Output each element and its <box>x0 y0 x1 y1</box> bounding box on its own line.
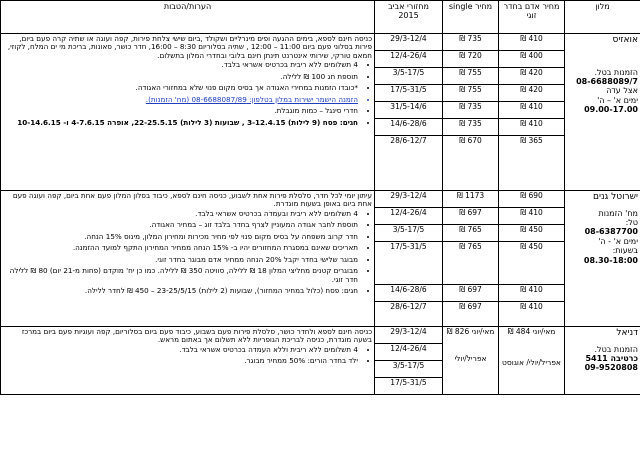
table-row <box>1 34 640 51</box>
contact-line: מח' הזמנות <box>598 208 638 218</box>
price-double: 420 ₪ <box>499 68 565 85</box>
price-double: 410 ₪ <box>499 102 565 119</box>
contact-line: בשעות: <box>612 246 638 256</box>
note-item: • 4 תשלומים ללא ריבית בכרטיס אשראי בלבד. <box>3 61 358 69</box>
price-double: 400 ₪ <box>499 51 565 68</box>
contact-hours: 09.00-17.00 <box>584 105 638 115</box>
season-dates: 17/5-31/5 <box>375 242 443 285</box>
note-item: • מבוגר שלישי בחדר יקבל 20% הנחה ממחיר אדם מבוגר בחדר זוגי. <box>3 256 358 264</box>
price-single: 755 ₪ <box>443 68 499 85</box>
price-double: 690 ₪ <box>499 191 565 208</box>
notes-list <box>3 210 372 296</box>
note-item: • ילד בחדר הורים: 50% ממחיר מבוגר. <box>3 357 358 365</box>
season-dates: 28/6-12/7 <box>375 302 443 327</box>
notes-list <box>3 346 372 366</box>
note-item: • חגים: פסח (כלול במחיר המחזור), שבועות (2 לילות) 23-25/5/15 – 450 ₪ לחדר ללילה. <box>3 287 358 295</box>
season-dates: 3/5-17/5 <box>375 68 443 85</box>
note-item: • חדרי סינגל – כמות מוגבלת. <box>3 107 358 115</box>
notes-cell <box>1 191 375 327</box>
note-item: • 4 תשלומים ללא ריבית ובעמדה בכרטיס אשראי בלבד. <box>3 210 358 218</box>
contact-hours: 08.30-18:00 <box>583 255 638 265</box>
price-double: 410 ₪ <box>499 302 565 327</box>
price-single: 735 ₪ <box>443 34 499 51</box>
season-dates: 31/5-14/6 <box>375 102 443 119</box>
hotel-cell <box>565 191 640 327</box>
contact-line: הזמנות בטל. <box>594 67 638 77</box>
price-single: מאי/יוני 826 ₪ <box>446 327 495 336</box>
contact-line: טל: <box>625 218 638 228</box>
note-item: • מבוגרים קטנים מחליצי המלון 18 ₪ ללילה, סוויטה 350 ₪ ללילה. כמו כן יח' מוקדם (פחות מ-21 יום) 80 ₪ ללילה חדר זוגי. <box>3 267 358 284</box>
season-dates: 12/4-26/4 <box>375 51 443 68</box>
season-dates: 14/6-28/6 <box>375 119 443 136</box>
price-single-cell <box>443 327 499 395</box>
contact-line: ימים א' - ה' <box>598 236 638 246</box>
price-single-months: אפריל/יולי <box>454 353 487 363</box>
header-hotel: מלון <box>565 1 640 34</box>
price-single: 755 ₪ <box>443 85 499 102</box>
note-item: • תאריכים שאינם במסגרת המחזורים יהיו ב- 15% הנחה ממחיר המחירון התקף למועד ההזמנה. <box>3 244 358 252</box>
note-item: • חגים: פסח (9 לילות) 3-12.4.15 , שבועות (3 לילות) 22-25.5.15, אופרה 4-7.6.15 ו- 10-14.6.15 <box>3 119 358 127</box>
season-dates: 28/6-12/7 <box>375 136 443 191</box>
hotel-name: אואזיס <box>612 35 638 45</box>
contact-line: אצל עדה <box>606 86 638 96</box>
notes-cell <box>1 327 375 395</box>
notes-cell <box>1 34 375 191</box>
price-double: 420 ₪ <box>499 85 565 102</box>
price-single: 697 ₪ <box>443 302 499 327</box>
contact-line: ימים א' – ה' <box>597 95 638 105</box>
note-item-link: • הזמנה הישמר ישירות במלון בטלפון: 08-6688087/89 (מח' הזמנות). <box>3 96 358 104</box>
note-item: • *כובדו הזמנות במחירי האגודה אך בסיס מקום פנוי שלא במחזורי האגודה. <box>3 84 358 92</box>
contact-phone: 08-6688089/7 <box>576 77 638 87</box>
season-dates: 29/3-12/4 <box>375 191 443 208</box>
header-notes: הערות/הטבות <box>1 1 375 34</box>
table-row <box>1 327 640 344</box>
price-single: 697 ₪ <box>443 285 499 302</box>
season-dates: 29/3-12/4 <box>375 327 443 344</box>
price-double-cell <box>499 327 565 395</box>
table-row <box>1 191 640 208</box>
season-dates: 29/3-12/4 <box>375 34 443 51</box>
header-row <box>1 1 640 34</box>
price-double: מאי/יוני 484 ₪ <box>507 327 556 336</box>
notes-intro: כניסה חינם לספא, בימים ההגעה ופים מינרליים ושקולד ,ביום שישי צלחת פירות, קפה ועוגה או שתיה קרה פעם ביום, פירות בסלוני פעם ביום 11:00 – 12:00 , שתיה בסלוריום 8:30 – 16:00, חדר כושר, סאונות, בריכת מי ים המלח, לקוזי, חמאם טורקי, שירותי אינטרנט תינתן חינם בלובי ובחדרי המלון בתשלום. <box>7 34 372 60</box>
hotel-name: דניאל <box>616 328 638 338</box>
price-double: 450 ₪ <box>499 225 565 242</box>
price-double: 365 ₪ <box>499 136 565 191</box>
contact-line: הזמנות בטל. <box>594 344 638 354</box>
price-single: 670 ₪ <box>443 136 499 191</box>
contact-phone: 08-6387700 <box>584 227 638 237</box>
price-single: 735 ₪ <box>443 102 499 119</box>
contact-line: כרטיבה 5411 <box>585 354 638 364</box>
season-dates: 12/4-26/4 <box>375 344 443 361</box>
hotel-cell <box>565 34 640 191</box>
notes-intro: כניסה חינם לספא ולחדר כושר, סלסלת פירות פעם בשבוע, כיבוד פעם ביום בסלוריום, קפה ועוגיות פעם ביום במרכז בשעה מוגדרת, כניסה לבריכת הגופריות ללא תשלום אך באתום מראש. <box>21 327 372 345</box>
season-dates: 3/5-17/5 <box>375 225 443 242</box>
price-double: 410 ₪ <box>499 119 565 136</box>
season-dates: 12/4-26/4 <box>375 208 443 225</box>
price-single: 735 ₪ <box>443 119 499 136</box>
price-double: 410 ₪ <box>499 285 565 302</box>
price-single: 765 ₪ <box>443 225 499 242</box>
hotel-cell <box>565 327 640 395</box>
price-single: 1173 ₪ <box>443 191 499 208</box>
header-season: מחזורי אביב 2015 <box>375 1 443 34</box>
price-double: 450 ₪ <box>499 242 565 285</box>
price-single: 720 ₪ <box>443 51 499 68</box>
notes-intro: עיתון יומי לכל חדר, סלסלת פירות אחת לשבוע, כניסה חינם לספא, כיבוד בסלון המלון פעם אחת ביום, קפה ועוגה פעם אחת ביום באופן בשעות מוגדרת. <box>12 191 372 209</box>
season-dates: 14/6-28/6 <box>375 285 443 302</box>
header-price-single: מחיר single <box>443 1 499 34</box>
price-single: 697 ₪ <box>443 208 499 225</box>
notes-list <box>3 61 372 127</box>
hotel-name: ישרוטל גנים <box>592 192 638 202</box>
price-single: 765 ₪ <box>443 242 499 285</box>
price-double: 410 ₪ <box>499 208 565 225</box>
note-item: • תוספת לחבר אגודה המעוניין לצרף בחדר בלבד זוג – במחיר האגודה. <box>3 221 358 229</box>
contact-phone: 09-9520808 <box>584 363 638 373</box>
note-item: • 4 תשלומים ללא ריבית וללא העמדה בכרטיס אשראי בלבד. <box>3 346 358 354</box>
price-double: 410 ₪ <box>499 34 565 51</box>
price-double-months: אפריל/יולי/ אוגוסט <box>502 357 561 367</box>
season-dates: 17/5-31/5 <box>375 85 443 102</box>
season-dates: 17/5-31/5 <box>375 378 443 395</box>
season-dates: 3/5-17/5 <box>375 361 443 378</box>
note-item: • תוספת חג 100 ₪ ללילה. <box>3 73 358 81</box>
note-item: • חדר קרוב משפחה על בסיס מקום פנוי לפי מחיר מכירות ומחירון המלון, מינוס 15% הנחה. <box>3 233 358 241</box>
header-price-double: מחיר אדם בחדר זוגי <box>499 1 565 34</box>
